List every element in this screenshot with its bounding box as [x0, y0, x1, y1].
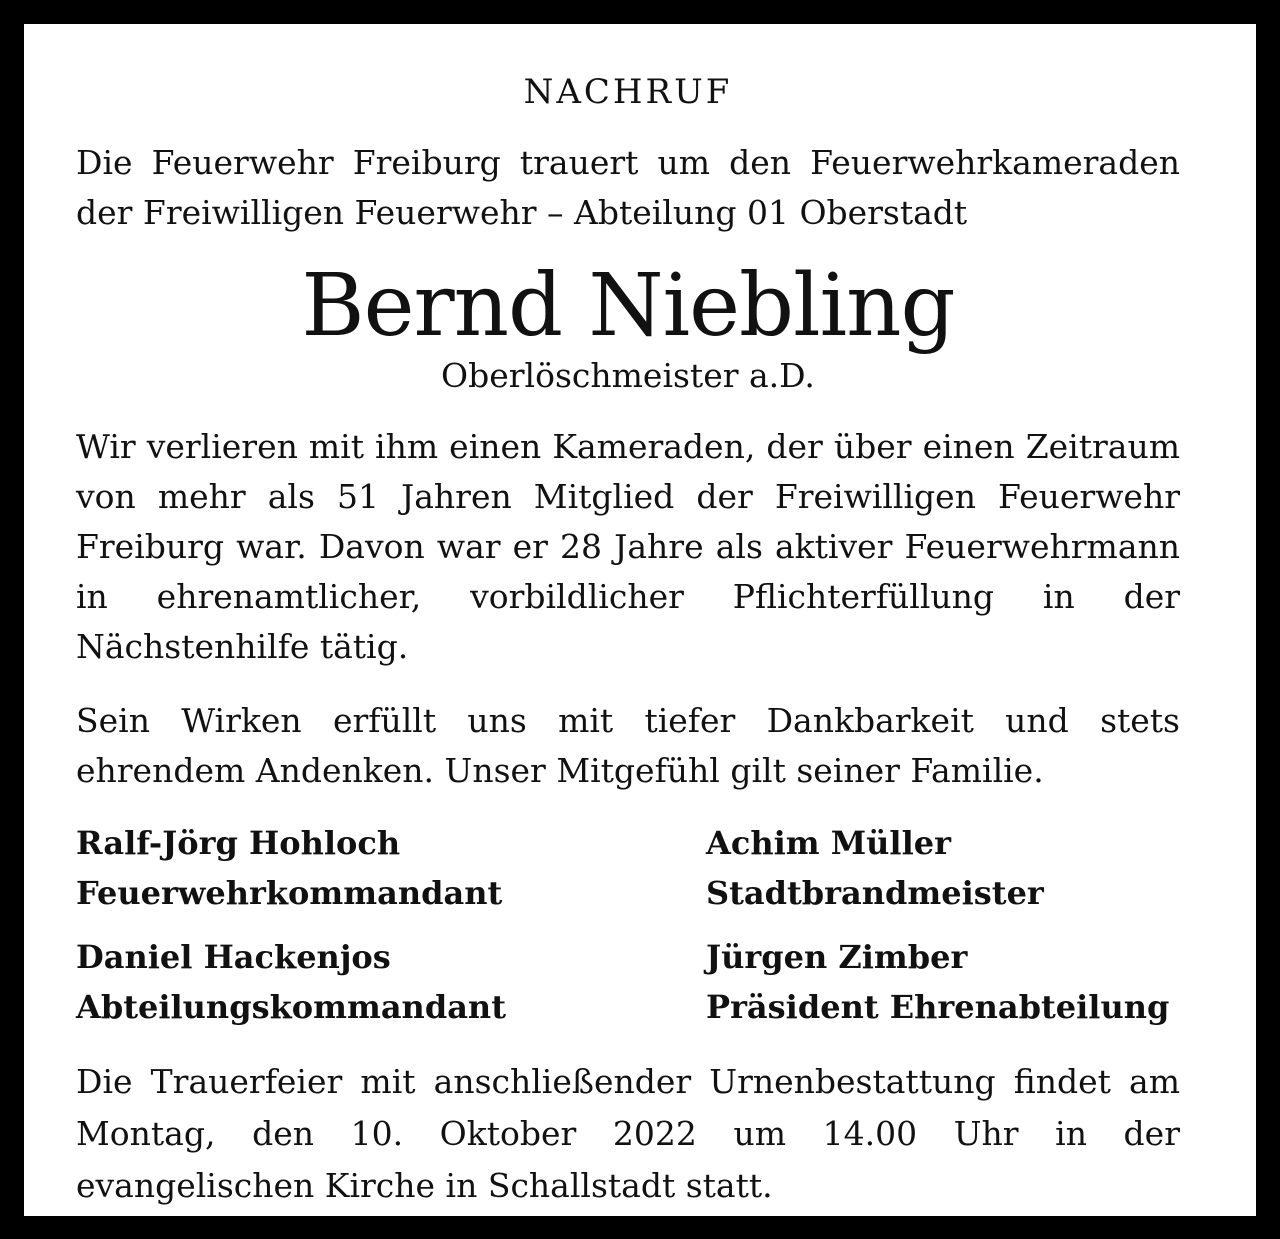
signer-block [76, 932, 706, 1032]
deceased-name: Bernd Niebling [301, 256, 955, 356]
obituary-notice [24, 24, 1256, 1216]
signer-title: Abteilungskommandant [76, 988, 506, 1026]
signer-name: Jürgen Zimber [706, 938, 968, 976]
signer-title: Feuerwehrkommandant [76, 874, 503, 912]
signer-name: Achim Müller [706, 824, 951, 862]
intro-text: Die Feuerwehr Freiburg trauert um den Feuerwehrkameraden der Freiwilligen Feuerwehr – Abteilung 01 Oberstadt [76, 143, 1180, 232]
signer-name: Daniel Hackenjos [76, 938, 391, 976]
condolence-paragraph: Sein Wirken erfüllt uns mit tiefer Dankbarkeit und stets ehrendem Andenken. Unser Mitgefühl gilt seiner Familie. [76, 701, 1180, 790]
signer-title: Präsident Ehrenabteilung [706, 988, 1170, 1026]
signer-block [706, 818, 1180, 918]
signer-title: Stadtbrandmeister [706, 874, 1044, 912]
signer-block [76, 818, 706, 918]
signer-name: Ralf-Jörg Hohloch [76, 824, 401, 862]
notice-heading: NACHRUF [523, 72, 733, 112]
deceased-rank: Oberlöschmeister a.D. [441, 356, 815, 395]
signers-grid [76, 818, 1180, 1046]
signer-block [706, 932, 1180, 1032]
funeral-info: Die Trauerfeier mit anschließender Urnenbestattung findet am Montag, den 10. Oktober 2022 um 14.00 Uhr in der evangelischen Kirche in Schallstadt statt. [76, 1062, 1180, 1205]
tribute-paragraph: Wir verlieren mit ihm einen Kameraden, der über einen Zeitraum von mehr als 51 Jahren Mitglied der Freiwilligen Feuerwehr Freiburg war. Davon war er 28 Jahre als aktiver Feuerwehrmann in ehrenamtlicher, vorbildlicher Pflichterfüllung in der Nächstenhilfe tätig. [76, 427, 1180, 666]
